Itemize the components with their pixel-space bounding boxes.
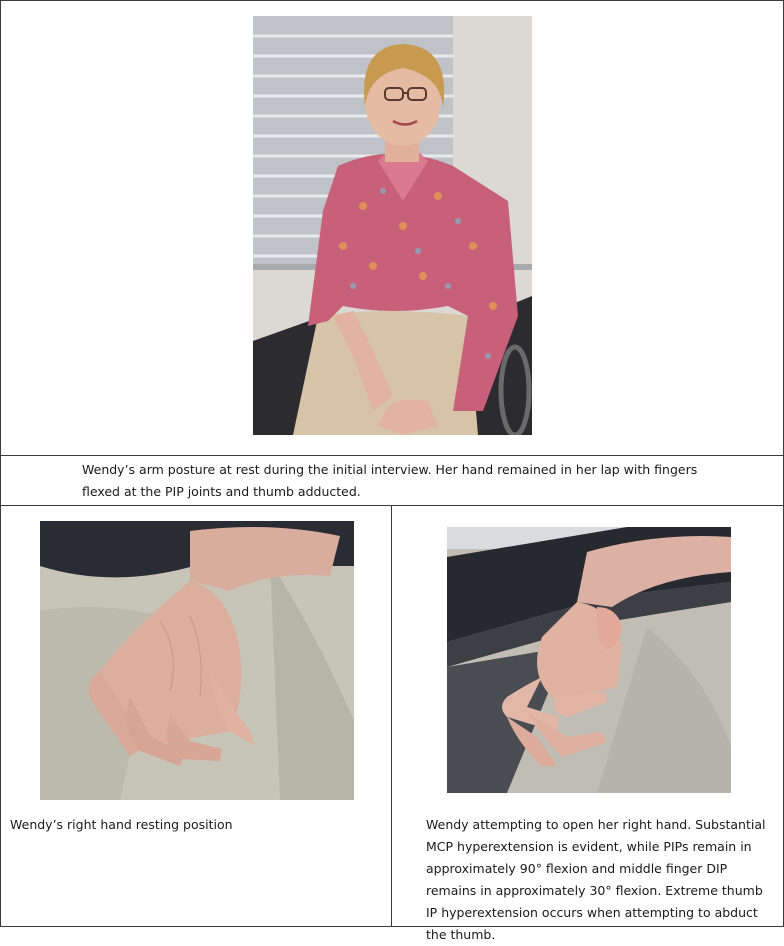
hand-resting-photo: [40, 521, 354, 800]
top-caption-cell: [0, 455, 784, 506]
bottom-left-cell: [0, 505, 392, 927]
bottom-left-caption: Wendy’s right hand resting position: [10, 817, 233, 832]
bottom-right-cell: [391, 505, 784, 942]
wendy-seated-photo: [253, 16, 532, 435]
bottom-right-caption: Wendy attempting to open her right hand. Substantial MCP hyperextension is evident, while PIPs remain in approximately 90° flexion and middle finger DIP remains in approximately 30° flexion. Extreme thumb IP hyperextension occurs when attempting to abduct the thumb.: [426, 817, 766, 942]
top-photo-cell: [0, 0, 784, 456]
hand-opening-photo: [447, 527, 731, 793]
top-caption: Wendy’s arm posture at rest during the initial interview. Her hand remained in her lap with fingers flexed at the PIP joints and thumb adducted.: [82, 462, 698, 499]
